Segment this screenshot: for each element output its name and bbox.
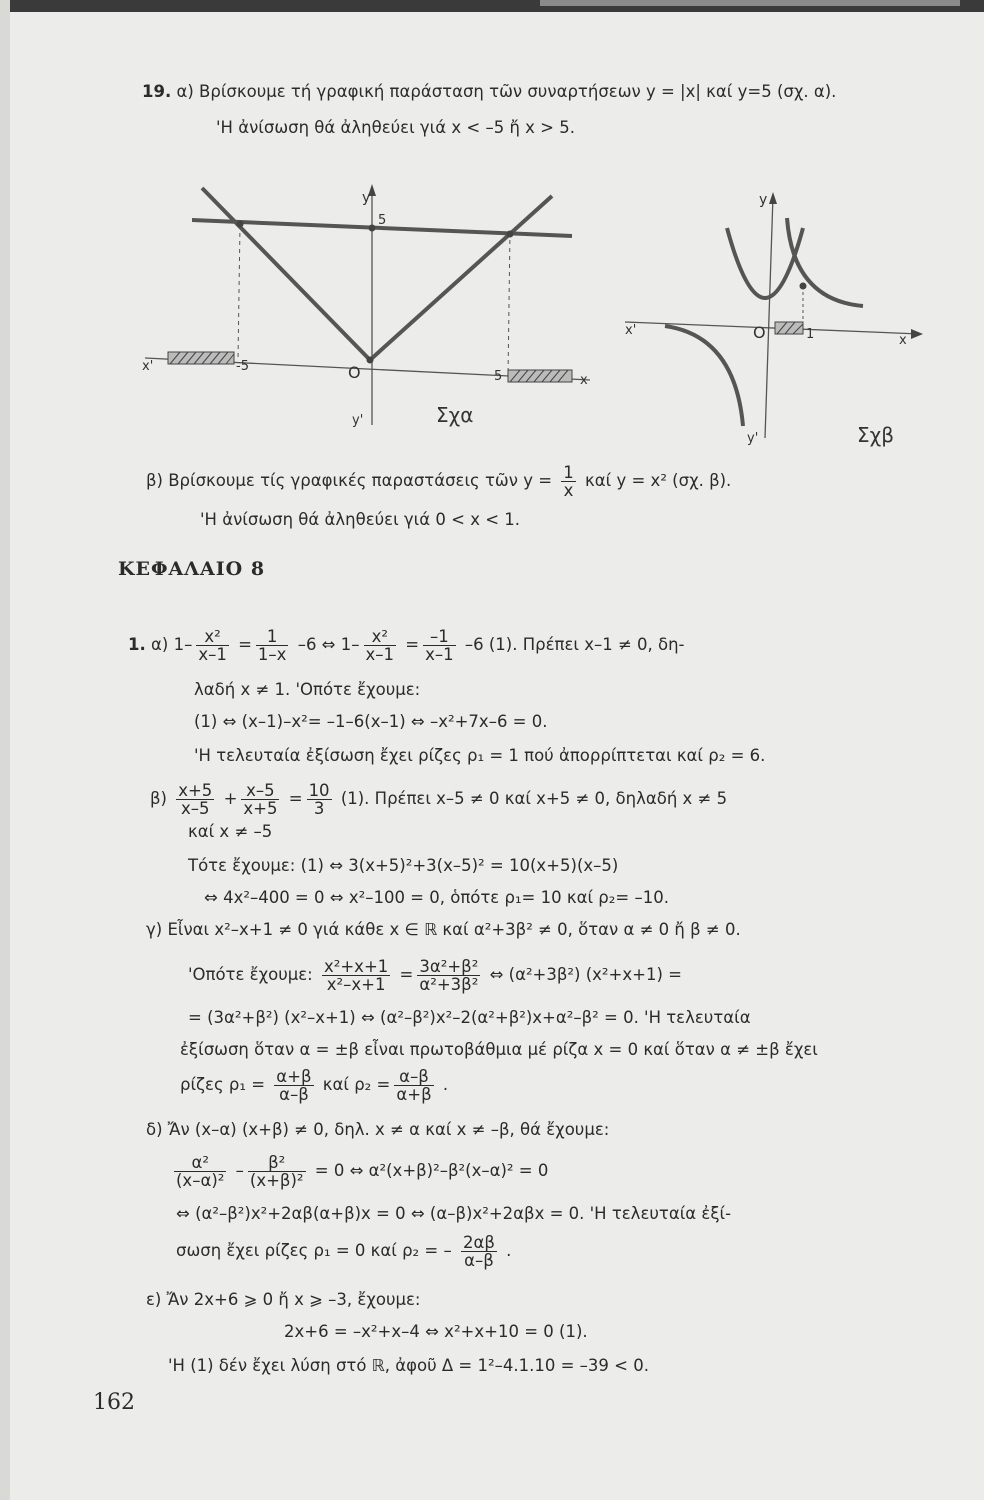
- fraction-1-over-x: $\frac{1}{x}$: [563, 463, 574, 500]
- b-text-pre: β) Βρίσκουμε τίς γραφικές παραστάσεις τῶν y =: [146, 471, 553, 490]
- fig-a-x-prime-label: x': [142, 359, 154, 374]
- ch8-a-line-2: λαδή x ≠ 1. 'Οπότε ἔχουμε:: [194, 680, 421, 699]
- page-number: 162: [93, 1390, 135, 1415]
- fig-a-origin-label: O: [348, 363, 361, 382]
- fig-b-tick-1: 1: [806, 327, 815, 342]
- ch8-c-line-2: 'Οπότε ἔχουμε: $\frac{\text{x²+x+1}}{\text{x²–x+1}}$ = $\frac{\text{3α²+β²}}{\text{α²+3β²}}$ ⇔ (α²+3β²) (x²+x+1) =: [188, 957, 682, 994]
- scan-left-edge: [0, 0, 10, 1500]
- ch8-a-line-4: 'Η τελευταία ἐξίσωση ἔχει ρίζες ρ₁ = 1 πού ἀπορρίπτεται καί ρ₂ = 6.: [194, 746, 766, 765]
- fig-a-y-prime-label: y': [352, 413, 364, 428]
- ch8-c-line-5: ρίζες ρ₁ = $\frac{\alpha+\beta}{\alpha-\beta}$ καί ρ₂ = $\frac{\alpha-\beta}{\alpha+\beta}$ .: [180, 1067, 449, 1104]
- abs-right-branch: [370, 196, 552, 360]
- ch8-d-line-4: σωση ἔχει ρίζες ρ₁ = 0 καί ρ₂ = – $\frac{2\alpha\beta}{\alpha-\beta}$ .: [176, 1233, 512, 1270]
- problem-19-b-line-1: [146, 464, 731, 499]
- fig-b-x-label: x: [899, 333, 907, 348]
- fig-a-tick-5-x: 5: [494, 369, 503, 384]
- ch8-e-line-3: 'Η (1) δέν ἔχει λύση στό ℝ, ἀφοῦ Δ = 1²–4.1.10 = –39 < 0.: [168, 1356, 649, 1375]
- fig-b-y-prime-label: y': [747, 431, 759, 446]
- ch8-e-line-1: ε) Ἄν 2x+6 ⩾ 0 ἤ x ⩾ –3, ἔχουμε:: [146, 1290, 421, 1309]
- fig-a-caption: Σχα: [436, 403, 474, 427]
- fig-a-y-label: y: [362, 190, 371, 206]
- fig-a-x-label: x: [580, 373, 588, 388]
- fig-a-tick-neg5-x: -5: [236, 359, 249, 374]
- problem-19-line-2: 'Η ἀνίσωση θά ἀληθεύει γιά x < –5 ἤ x > 5.: [216, 118, 575, 137]
- fig-b-origin-label: O: [753, 323, 766, 342]
- abs-left-branch: [202, 188, 370, 360]
- ch8-b-line-3: Τότε ἔχουμε: (1) ⇔ 3(x+5)²+3(x–5)² = 10(x+5)(x–5): [188, 856, 619, 875]
- ch8-b-line-2: καί x ≠ –5: [188, 822, 273, 841]
- ch8-d-line-3: ⇔ (α²–β²)x²+2αβ(α+β)x = 0 ⇔ (α–β)x²+2αβx = 0. 'Η τελευταία ἐξί-: [176, 1204, 732, 1223]
- ch8-c-line-4: ἐξίσωση ὅταν α = ±β εἶναι πρωτοβάθμια μέ ρίζα x = 0 καί ὅταν α ≠ ±β ἔχει: [180, 1040, 818, 1059]
- problem-19-line-1: [142, 82, 836, 102]
- problem-19-a-text: α) Βρίσκουμε τή γραφική παράσταση τῶν συναρτήσεων y = |x| καί y=5 (σχ. α).: [176, 82, 837, 101]
- figure-a: [140, 180, 600, 430]
- fig-b-y-label: y: [759, 192, 768, 208]
- ch8-a-line-1: 1. α) 1– $\frac{\text{x²}}{x-1}$ = $\frac{1}{1-x}$ –6 ⇔ 1– $\frac{\text{x²}}{x-1}$ = $\frac{-1}{x-1}$ –6 (1). Πρέπει x–1 ≠ 0, δη-: [128, 627, 685, 664]
- hyperbola-negative-branch: [665, 326, 743, 426]
- ch8-d-line-1: δ) Ἄν (x–α) (x+β) ≠ 0, δηλ. x ≠ α καί x ≠ –β, θά ἔχουμε:: [146, 1120, 610, 1139]
- ch8-a-line-3: (1) ⇔ (x–1)–x²= –1–6(x–1) ⇔ –x²+7x–6 = 0.: [194, 712, 548, 731]
- ch8-b-line-1: β) $\frac{x+5}{x-5}$ + $\frac{x-5}{x+5}$ = $\frac{10}{3}$ (1). Πρέπει x–5 ≠ 0 καί x+5 ≠ 0, δηλαδή x ≠ 5: [150, 781, 728, 818]
- y-axis: [765, 196, 773, 438]
- problem-19-b-line-2: 'Η ἀνίσωση θά ἀληθεύει γιά 0 < x < 1.: [200, 510, 521, 529]
- ch8-c-line-3: = (3α²+β²) (x²–x+1) ⇔ (α²–β²)x²–2(α²+β²)x+α²–β² = 0. 'Η τελευταία: [188, 1008, 751, 1027]
- hyperbola-positive-branch: [787, 218, 863, 306]
- b-text-post: καί y = x² (σχ. β).: [585, 471, 732, 490]
- fig-a-tick-5-y: 5: [378, 213, 387, 228]
- chapter-heading: ΚΕΦΑΛΑΙΟ 8: [118, 558, 266, 580]
- ch8-d-line-2: $\frac{\text{α²}}{\text{(x–α)²}}$ – $\frac{\text{β²}}{\text{(x+β)²}}$ = 0 ⇔ α²(x+β)²–β²(x–α)² = 0: [176, 1153, 549, 1190]
- problem-19-number: 19.: [142, 82, 172, 101]
- ch8-b-line-4: ⇔ 4x²–400 = 0 ⇔ x²–100 = 0, ὁπότε ρ₁= 10 καί ρ₂= –10.: [204, 888, 669, 907]
- ch8-c-line-1: γ) Εἶναι x²–x+1 ≠ 0 γιά κάθε x ∈ ℝ καί α²+3β² ≠ 0, ὅταν α ≠ 0 ἤ β ≠ 0.: [146, 920, 741, 939]
- scan-top-edge-light: [540, 0, 960, 6]
- fig-b-x-prime-label: x': [625, 323, 637, 338]
- fig-b-caption: Σχβ: [857, 423, 894, 447]
- ch8-e-line-2: 2x+6 = –x²+x–4 ⇔ x²+x+10 = 0 (1).: [284, 1322, 588, 1341]
- figure-b: [615, 188, 935, 450]
